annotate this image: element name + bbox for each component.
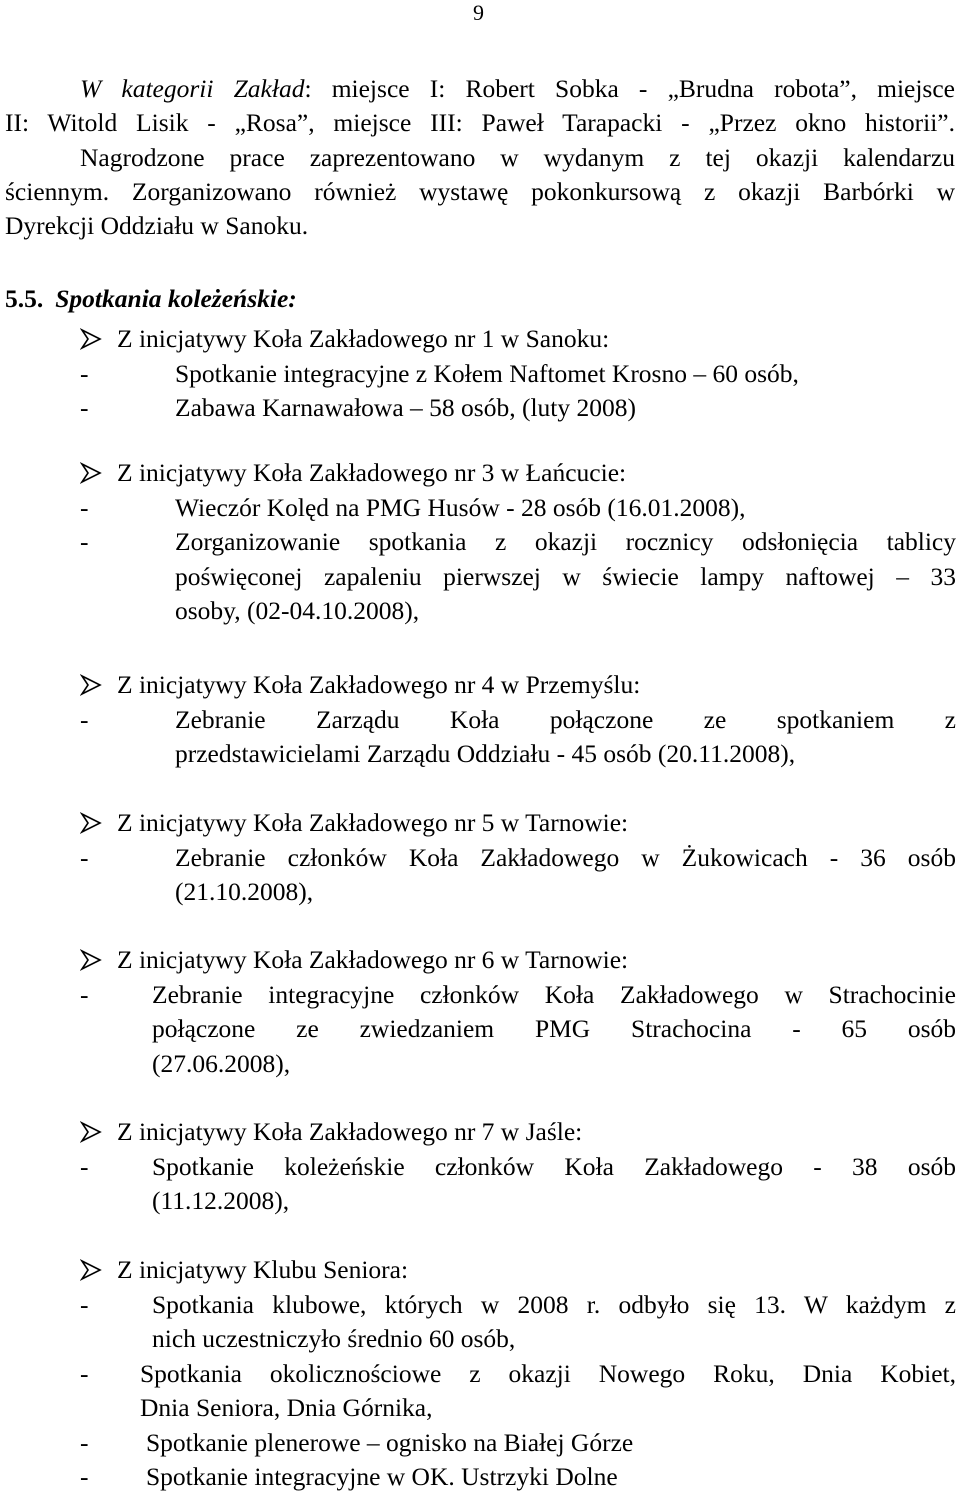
bullet-group (80, 1253, 956, 1495)
section-number: 5.5. (5, 284, 44, 313)
list-item (80, 1426, 956, 1461)
dash-bullet: - (80, 1151, 89, 1181)
arrowhead-bullet-icon (80, 949, 102, 971)
group-heading-text: Z inicjatywy Koła Zakładowego nr 4 w Przemyślu: (117, 670, 641, 700)
item-line: Zebranie członków Koła Zakładowego w Żukowicach - 36 osób (175, 842, 956, 872)
intro-line-2: II: Witold Lisik - „Rosa”, miejsce III: Paweł Tarapacki - „Przez okno historii”. (5, 108, 955, 138)
group-heading (80, 1115, 956, 1150)
item-line: Spotkanie integracyjne w OK. Ustrzyki Dolne (146, 1462, 618, 1491)
item-line: poświęconej zapaleniu pierwszej w świecie lampy naftowej – 33 (175, 561, 956, 591)
item-line: Spotkanie integracyjne z Kołem Naftomet Krosno – 60 osób, (175, 358, 799, 388)
item-line: połączone ze zwiedzaniem PMG Strachocina - 65 osób (152, 1014, 956, 1043)
arrowhead-bullet-icon (80, 1259, 102, 1281)
item-line: Spotkania okolicznościowe z okazji Nowego Roku, Dnia Kobiet, (140, 1358, 956, 1388)
page-number: 9 (473, 0, 484, 25)
group-heading-text: Z inicjatywy Koła Zakładowego nr 1 w Sanoku: (117, 324, 610, 354)
item-line: Zabawa Karnawałowa – 58 osób, (luty 2008) (175, 393, 636, 422)
item-line: Spotkanie plenerowe – ognisko na Białej Górze (146, 1427, 634, 1457)
item-line: osoby, (02-04.10.2008), (175, 596, 420, 625)
list-item (80, 391, 956, 426)
item-line: (11.12.2008), (152, 1186, 290, 1215)
intro-paragraph (5, 72, 955, 243)
dash-bullet: - (80, 842, 89, 872)
bullet-group (80, 806, 956, 910)
group-heading (80, 943, 956, 978)
list-item (80, 703, 956, 772)
list-item (80, 491, 956, 526)
item-line: nich uczestniczyło średnio 60 osób, (152, 1324, 516, 1353)
dash-bullet: - (80, 704, 89, 734)
dash-bullet: - (80, 1358, 89, 1388)
dash-bullet: - (80, 1462, 89, 1491)
bullet-group (80, 322, 956, 426)
intro-line-5: Dyrekcji Oddziału w Sanoku. (5, 211, 309, 241)
dash-bullet: - (80, 358, 89, 388)
list-item (80, 1150, 956, 1219)
item-line: Spotkania klubowe, których w 2008 r. odbyło się 13. W każdym z (152, 1289, 956, 1319)
list-item (80, 1357, 956, 1426)
list-item (80, 357, 956, 392)
dash-bullet: - (80, 979, 89, 1009)
item-line: Wieczór Kolęd na PMG Husów - 28 osób (16.01.2008), (175, 492, 746, 522)
arrowhead-bullet-icon (80, 328, 102, 350)
intro-line-1: W kategorii Zakład: miejsce I: Robert Sobka - „Brudna robota”, miejsce (80, 74, 955, 103)
item-line: Zorganizowanie spotkania z okazji rocznicy odsłonięcia tablicy (175, 527, 956, 556)
arrowhead-bullet-icon (80, 462, 102, 484)
group-heading-text: Z inicjatywy Koła Zakładowego nr 3 w Łańcucie: (117, 458, 627, 488)
bullet-group (80, 456, 956, 629)
list-item (80, 841, 956, 910)
item-line: przedstawicielami Zarządu Oddziału - 45 osób (20.11.2008), (175, 739, 796, 768)
item-line: (21.10.2008), (175, 877, 314, 906)
section-heading (5, 284, 297, 314)
arrowhead-bullet-icon (80, 812, 102, 834)
group-heading (80, 322, 956, 357)
dash-bullet: - (80, 1289, 89, 1319)
intro-line-3: Nagrodzone prace zaprezentowano w wydanym z tej okazji kalendarzu (80, 142, 955, 172)
list-item (80, 1460, 956, 1495)
item-line: Spotkanie koleżeńskie członków Koła Zakładowego - 38 osób (152, 1151, 956, 1181)
dash-bullet: - (80, 1427, 89, 1457)
bullet-group (80, 943, 956, 1081)
section-title: Spotkania koleżeńskie: (55, 284, 297, 313)
group-heading (80, 668, 956, 703)
item-line: Dnia Seniora, Dnia Górnika, (140, 1393, 433, 1422)
group-heading-text: Z inicjatywy Koła Zakładowego nr 5 w Tarnowie: (117, 808, 629, 838)
item-line: Zebranie integracyjne członków Koła Zakładowego w Strachocinie (152, 979, 956, 1009)
group-heading (80, 806, 956, 841)
list-item (80, 978, 956, 1082)
arrowhead-bullet-icon (80, 674, 102, 696)
group-heading-text: Z inicjatywy Klubu Seniora: (117, 1255, 409, 1285)
item-line: Zebranie Zarządu Koła połączone ze spotkaniem z (175, 704, 956, 734)
group-heading (80, 456, 956, 491)
intro-line-4: ściennym. Zorganizowano również wystawę pokonkursową z okazji Barbórki w (5, 176, 955, 206)
item-line: (27.06.2008), (152, 1048, 291, 1078)
arrowhead-bullet-icon (80, 1121, 102, 1143)
group-heading (80, 1253, 956, 1288)
group-heading-text: Z inicjatywy Koła Zakładowego nr 7 w Jaśle: (117, 1117, 583, 1147)
group-heading-text: Z inicjatywy Koła Zakładowego nr 6 w Tarnowie: (117, 945, 629, 975)
list-item (80, 1288, 956, 1357)
list-item (80, 525, 956, 629)
dash-bullet: - (80, 393, 89, 422)
category-label: W kategorii Zakład (80, 74, 305, 103)
dash-bullet: - (80, 492, 89, 522)
bullet-group (80, 668, 956, 772)
bullet-group (80, 1115, 956, 1219)
dash-bullet: - (80, 527, 89, 556)
